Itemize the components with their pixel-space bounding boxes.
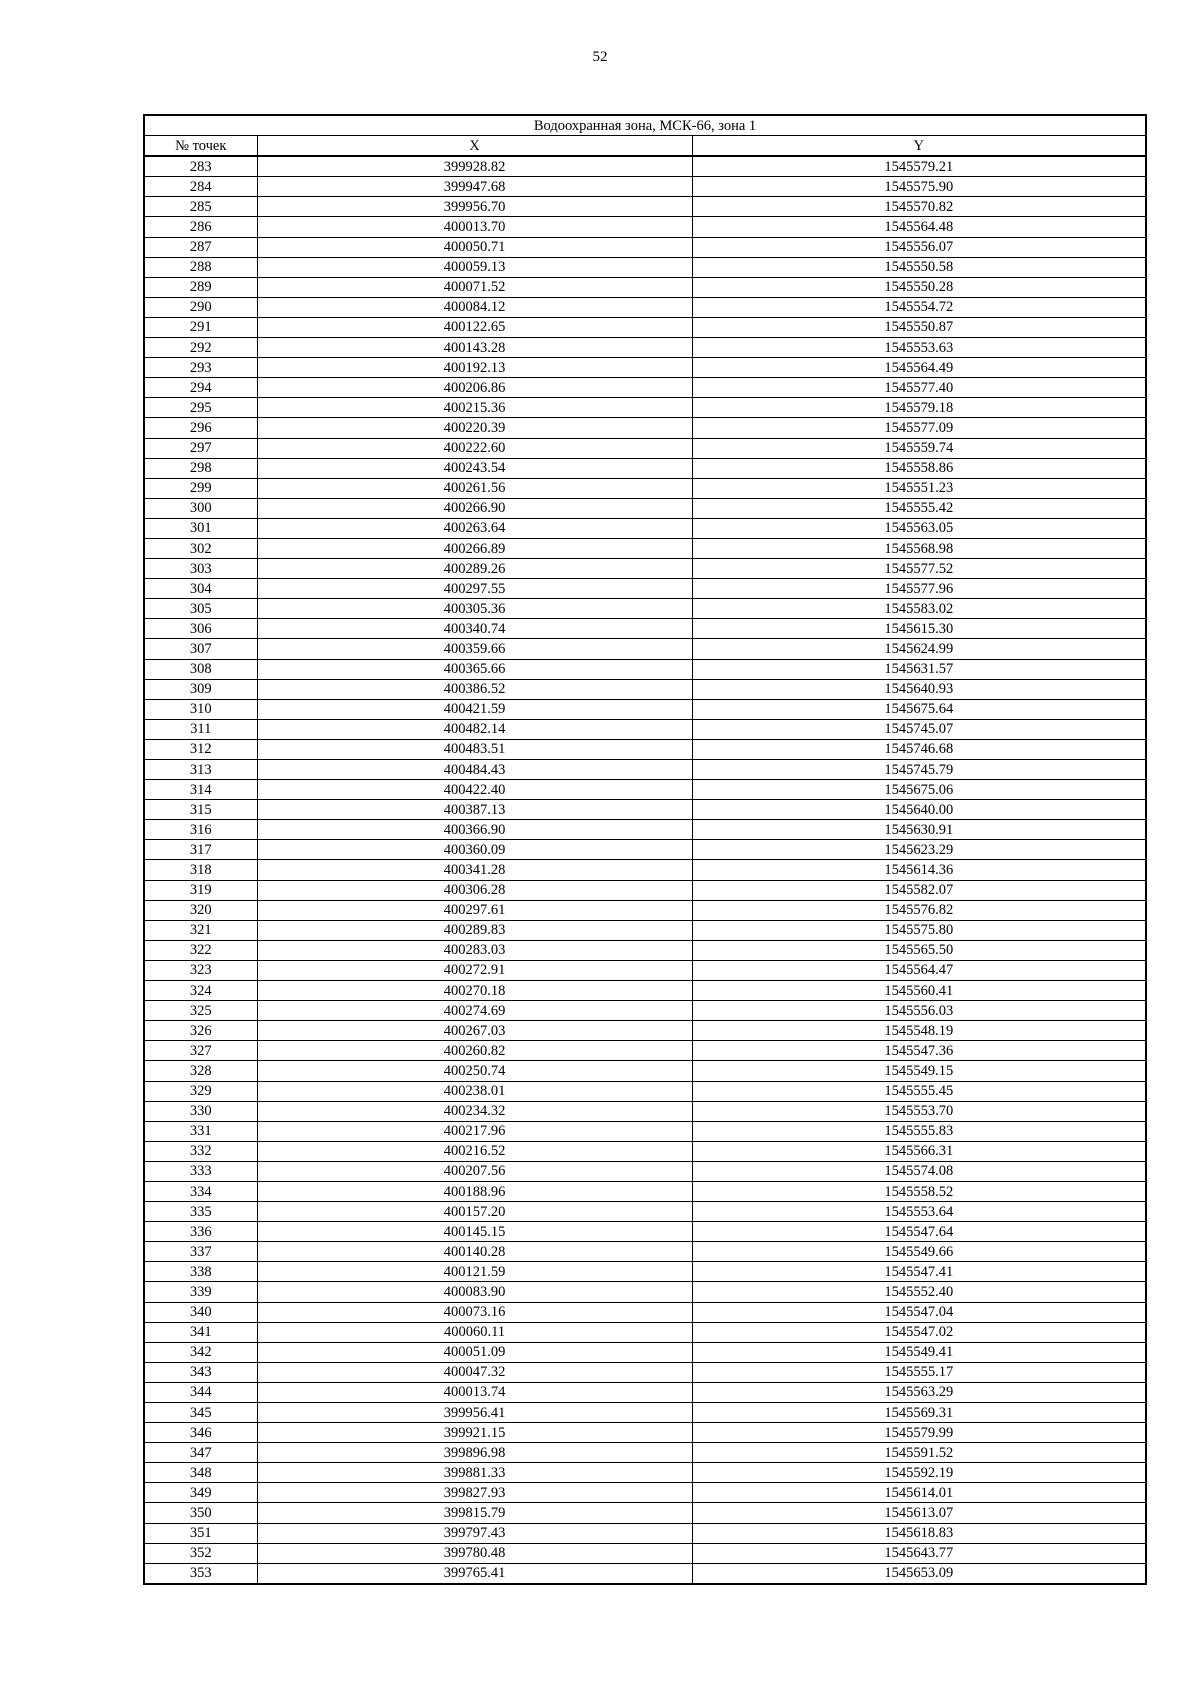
cell-y: 1545675.06: [692, 780, 1146, 800]
cell-y: 1545614.01: [692, 1483, 1146, 1503]
cell-y: 1545745.07: [692, 719, 1146, 739]
cell-point-number: 297: [144, 438, 257, 458]
table-row: [144, 297, 1146, 317]
cell-y: 1545675.64: [692, 699, 1146, 719]
cell-x: 400084.12: [257, 297, 692, 317]
cell-x: 400217.96: [257, 1121, 692, 1141]
table-row: [144, 277, 1146, 297]
cell-point-number: 319: [144, 880, 257, 900]
cell-y: 1545568.98: [692, 538, 1146, 558]
cell-point-number: 338: [144, 1262, 257, 1282]
cell-point-number: 306: [144, 619, 257, 639]
table-row: [144, 599, 1146, 619]
cell-point-number: 333: [144, 1161, 257, 1181]
cell-x: 400207.56: [257, 1161, 692, 1181]
table-row: [144, 1523, 1146, 1543]
table-row: [144, 840, 1146, 860]
cell-point-number: 300: [144, 498, 257, 518]
cell-y: 1545591.52: [692, 1443, 1146, 1463]
cell-x: 400216.52: [257, 1141, 692, 1161]
table-row: [144, 760, 1146, 780]
cell-x: 400047.32: [257, 1362, 692, 1382]
cell-y: 1545583.02: [692, 599, 1146, 619]
cell-x: 400073.16: [257, 1302, 692, 1322]
table-row: [144, 538, 1146, 558]
cell-point-number: 318: [144, 860, 257, 880]
cell-y: 1545582.07: [692, 880, 1146, 900]
table-row: [144, 559, 1146, 579]
cell-point-number: 341: [144, 1322, 257, 1342]
table-row: [144, 940, 1146, 960]
table-row: [144, 659, 1146, 679]
cell-y: 1545577.09: [692, 418, 1146, 438]
cell-point-number: 305: [144, 599, 257, 619]
cell-point-number: 311: [144, 719, 257, 739]
cell-x: 400157.20: [257, 1202, 692, 1222]
table-row: [144, 1101, 1146, 1121]
table-row: [144, 498, 1146, 518]
table-row: [144, 1382, 1146, 1402]
cell-point-number: 330: [144, 1101, 257, 1121]
cell-point-number: 325: [144, 1001, 257, 1021]
cell-y: 1545575.80: [692, 920, 1146, 940]
cell-x: 400122.65: [257, 317, 692, 337]
table-row: [144, 1463, 1146, 1483]
cell-y: 1545624.99: [692, 639, 1146, 659]
table-row: [144, 1423, 1146, 1443]
cell-point-number: 334: [144, 1181, 257, 1201]
cell-x: 400206.86: [257, 378, 692, 398]
cell-point-number: 292: [144, 338, 257, 358]
table-row: [144, 1483, 1146, 1503]
cell-point-number: 329: [144, 1081, 257, 1101]
cell-x: 400215.36: [257, 398, 692, 418]
cell-point-number: 308: [144, 659, 257, 679]
table-row: [144, 1161, 1146, 1181]
cell-x: 399780.48: [257, 1543, 692, 1563]
table-row: [144, 338, 1146, 358]
cell-point-number: 323: [144, 960, 257, 980]
cell-x: 400484.43: [257, 760, 692, 780]
table-body: [144, 156, 1146, 1584]
cell-y: 1545547.36: [692, 1041, 1146, 1061]
cell-x: 400359.66: [257, 639, 692, 659]
table-row: [144, 398, 1146, 418]
cell-x: 399928.82: [257, 156, 692, 177]
table-row: [144, 1282, 1146, 1302]
cell-y: 1545579.99: [692, 1423, 1146, 1443]
cell-x: 400387.13: [257, 800, 692, 820]
cell-y: 1545640.93: [692, 679, 1146, 699]
table-row: [144, 719, 1146, 739]
table-row: [144, 981, 1146, 1001]
cell-x: 400360.09: [257, 840, 692, 860]
table-row: [144, 699, 1146, 719]
cell-y: 1545577.40: [692, 378, 1146, 398]
table-row: [144, 579, 1146, 599]
cell-point-number: 303: [144, 559, 257, 579]
cell-point-number: 348: [144, 1463, 257, 1483]
cell-y: 1545745.79: [692, 760, 1146, 780]
table-caption: Водоохранная зона, МСК-66, зона 1: [144, 115, 1146, 136]
cell-y: 1545564.47: [692, 960, 1146, 980]
cell-y: 1545653.09: [692, 1563, 1146, 1584]
cell-point-number: 337: [144, 1242, 257, 1262]
cell-x: 400238.01: [257, 1081, 692, 1101]
cell-y: 1545555.42: [692, 498, 1146, 518]
table-row: [144, 1181, 1146, 1201]
cell-x: 400188.96: [257, 1181, 692, 1201]
cell-point-number: 317: [144, 840, 257, 860]
cell-point-number: 344: [144, 1382, 257, 1402]
cell-x: 399956.41: [257, 1403, 692, 1423]
table-row: [144, 217, 1146, 237]
cell-x: 400250.74: [257, 1061, 692, 1081]
cell-y: 1545548.19: [692, 1021, 1146, 1041]
cell-x: 400263.64: [257, 518, 692, 538]
cell-x: 400340.74: [257, 619, 692, 639]
cell-y: 1545565.50: [692, 940, 1146, 960]
cell-y: 1545547.64: [692, 1222, 1146, 1242]
cell-y: 1545553.70: [692, 1101, 1146, 1121]
table-row: [144, 237, 1146, 257]
table-row: [144, 1202, 1146, 1222]
cell-x: 399956.70: [257, 197, 692, 217]
cell-point-number: 349: [144, 1483, 257, 1503]
cell-x: 400365.66: [257, 659, 692, 679]
cell-y: 1545560.41: [692, 981, 1146, 1001]
table-row: [144, 900, 1146, 920]
table-row: [144, 418, 1146, 438]
cell-x: 400306.28: [257, 880, 692, 900]
cell-x: 400121.59: [257, 1262, 692, 1282]
table-row: [144, 880, 1146, 900]
cell-y: 1545574.08: [692, 1161, 1146, 1181]
cell-y: 1545577.96: [692, 579, 1146, 599]
table-row: [144, 679, 1146, 699]
cell-point-number: 309: [144, 679, 257, 699]
cell-y: 1545614.36: [692, 860, 1146, 880]
cell-y: 1545579.18: [692, 398, 1146, 418]
table-row: [144, 1242, 1146, 1262]
cell-x: 400083.90: [257, 1282, 692, 1302]
cell-point-number: 328: [144, 1061, 257, 1081]
cell-x: 400270.18: [257, 981, 692, 1001]
cell-x: 400289.83: [257, 920, 692, 940]
cell-y: 1545549.66: [692, 1242, 1146, 1262]
cell-x: 399896.98: [257, 1443, 692, 1463]
cell-x: 400261.56: [257, 478, 692, 498]
cell-point-number: 293: [144, 358, 257, 378]
cell-x: 400422.40: [257, 780, 692, 800]
table-row: [144, 1503, 1146, 1523]
header-x: X: [257, 136, 692, 157]
cell-y: 1545563.05: [692, 518, 1146, 538]
cell-point-number: 288: [144, 257, 257, 277]
cell-point-number: 335: [144, 1202, 257, 1222]
cell-x: 399827.93: [257, 1483, 692, 1503]
cell-y: 1545564.48: [692, 217, 1146, 237]
cell-x: 400266.90: [257, 498, 692, 518]
cell-y: 1545570.82: [692, 197, 1146, 217]
cell-y: 1545615.30: [692, 619, 1146, 639]
cell-point-number: 351: [144, 1523, 257, 1543]
cell-point-number: 294: [144, 378, 257, 398]
table-row: [144, 800, 1146, 820]
table-row: [144, 1081, 1146, 1101]
cell-y: 1545553.64: [692, 1202, 1146, 1222]
table-row: [144, 1141, 1146, 1161]
cell-x: 400243.54: [257, 458, 692, 478]
table-row: [144, 177, 1146, 197]
cell-point-number: 284: [144, 177, 257, 197]
cell-y: 1545555.83: [692, 1121, 1146, 1141]
header-point-number: № точек: [144, 136, 257, 157]
table-row: [144, 1041, 1146, 1061]
table-row: [144, 1302, 1146, 1322]
cell-y: 1545576.82: [692, 900, 1146, 920]
cell-x: 400060.11: [257, 1322, 692, 1342]
cell-point-number: 347: [144, 1443, 257, 1463]
cell-point-number: 283: [144, 156, 257, 177]
cell-point-number: 310: [144, 699, 257, 719]
cell-y: 1545564.49: [692, 358, 1146, 378]
cell-point-number: 299: [144, 478, 257, 498]
cell-point-number: 345: [144, 1403, 257, 1423]
cell-point-number: 314: [144, 780, 257, 800]
cell-y: 1545547.41: [692, 1262, 1146, 1282]
cell-y: 1545623.29: [692, 840, 1146, 860]
cell-y: 1545547.02: [692, 1322, 1146, 1342]
table-row: [144, 156, 1146, 177]
cell-y: 1545555.45: [692, 1081, 1146, 1101]
header-y: Y: [692, 136, 1146, 157]
table-row: [144, 1021, 1146, 1041]
table-row: [144, 1322, 1146, 1342]
cell-y: 1545550.87: [692, 317, 1146, 337]
cell-point-number: 285: [144, 197, 257, 217]
cell-x: 400234.32: [257, 1101, 692, 1121]
cell-x: 400289.26: [257, 559, 692, 579]
cell-x: 400386.52: [257, 679, 692, 699]
cell-y: 1545631.57: [692, 659, 1146, 679]
cell-y: 1545640.00: [692, 800, 1146, 820]
cell-x: 400305.36: [257, 599, 692, 619]
cell-point-number: 339: [144, 1282, 257, 1302]
cell-y: 1545558.86: [692, 458, 1146, 478]
cell-x: 400140.28: [257, 1242, 692, 1262]
table-row: [144, 358, 1146, 378]
cell-x: 400192.13: [257, 358, 692, 378]
cell-y: 1545559.74: [692, 438, 1146, 458]
cell-point-number: 296: [144, 418, 257, 438]
cell-point-number: 324: [144, 981, 257, 1001]
table-row: [144, 739, 1146, 759]
cell-x: 400274.69: [257, 1001, 692, 1021]
cell-point-number: 298: [144, 458, 257, 478]
cell-y: 1545569.31: [692, 1403, 1146, 1423]
table-row: [144, 960, 1146, 980]
cell-y: 1545556.07: [692, 237, 1146, 257]
cell-point-number: 332: [144, 1141, 257, 1161]
table-row: [144, 438, 1146, 458]
cell-point-number: 290: [144, 297, 257, 317]
cell-y: 1545746.68: [692, 739, 1146, 759]
table-row: [144, 1222, 1146, 1242]
table-row: [144, 639, 1146, 659]
cell-point-number: 289: [144, 277, 257, 297]
cell-x: 400267.03: [257, 1021, 692, 1041]
cell-point-number: 304: [144, 579, 257, 599]
cell-x: 400483.51: [257, 739, 692, 759]
table-row: [144, 920, 1146, 940]
cell-y: 1545558.52: [692, 1181, 1146, 1201]
cell-x: 400297.61: [257, 900, 692, 920]
cell-y: 1545643.77: [692, 1543, 1146, 1563]
cell-y: 1545563.29: [692, 1382, 1146, 1402]
cell-x: 400266.89: [257, 538, 692, 558]
cell-x: 400071.52: [257, 277, 692, 297]
cell-x: 400366.90: [257, 820, 692, 840]
cell-point-number: 342: [144, 1342, 257, 1362]
table-header-row: [144, 136, 1146, 157]
cell-point-number: 315: [144, 800, 257, 820]
cell-point-number: 353: [144, 1563, 257, 1584]
cell-x: 400421.59: [257, 699, 692, 719]
cell-point-number: 302: [144, 538, 257, 558]
table-row: [144, 478, 1146, 498]
cell-x: 399881.33: [257, 1463, 692, 1483]
cell-point-number: 343: [144, 1362, 257, 1382]
table-row: [144, 860, 1146, 880]
cell-x: 400260.82: [257, 1041, 692, 1061]
cell-point-number: 327: [144, 1041, 257, 1061]
cell-y: 1545551.23: [692, 478, 1146, 498]
cell-x: 399797.43: [257, 1523, 692, 1543]
cell-point-number: 316: [144, 820, 257, 840]
cell-y: 1545553.63: [692, 338, 1146, 358]
table-row: [144, 619, 1146, 639]
cell-y: 1545552.40: [692, 1282, 1146, 1302]
table-row: [144, 1403, 1146, 1423]
table-row: [144, 1362, 1146, 1382]
cell-y: 1545549.41: [692, 1342, 1146, 1362]
cell-point-number: 321: [144, 920, 257, 940]
cell-point-number: 295: [144, 398, 257, 418]
cell-point-number: 352: [144, 1543, 257, 1563]
cell-y: 1545554.72: [692, 297, 1146, 317]
cell-point-number: 301: [144, 518, 257, 538]
cell-x: 400051.09: [257, 1342, 692, 1362]
cell-y: 1545566.31: [692, 1141, 1146, 1161]
cell-x: 400143.28: [257, 338, 692, 358]
cell-y: 1545550.58: [692, 257, 1146, 277]
table-row: [144, 1342, 1146, 1362]
table-row: [144, 257, 1146, 277]
table-row: [144, 197, 1146, 217]
table-row: [144, 1121, 1146, 1141]
cell-point-number: 331: [144, 1121, 257, 1141]
cell-point-number: 350: [144, 1503, 257, 1523]
cell-x: 400297.55: [257, 579, 692, 599]
cell-point-number: 346: [144, 1423, 257, 1443]
cell-x: 400013.74: [257, 1382, 692, 1402]
table-row: [144, 780, 1146, 800]
cell-y: 1545630.91: [692, 820, 1146, 840]
coordinates-table: [143, 114, 1147, 1585]
cell-x: 400050.71: [257, 237, 692, 257]
cell-x: 400145.15: [257, 1222, 692, 1242]
table-row: [144, 458, 1146, 478]
cell-y: 1545577.52: [692, 559, 1146, 579]
cell-point-number: 322: [144, 940, 257, 960]
table-row: [144, 1543, 1146, 1563]
cell-y: 1545613.07: [692, 1503, 1146, 1523]
cell-y: 1545618.83: [692, 1523, 1146, 1543]
table-row: [144, 378, 1146, 398]
table-row: [144, 1262, 1146, 1282]
cell-x: 400341.28: [257, 860, 692, 880]
cell-x: 399921.15: [257, 1423, 692, 1443]
cell-y: 1545592.19: [692, 1463, 1146, 1483]
cell-point-number: 291: [144, 317, 257, 337]
table-row: [144, 820, 1146, 840]
cell-x: 400283.03: [257, 940, 692, 960]
cell-x: 400059.13: [257, 257, 692, 277]
cell-point-number: 307: [144, 639, 257, 659]
cell-x: 399947.68: [257, 177, 692, 197]
table-row: [144, 317, 1146, 337]
cell-y: 1545575.90: [692, 177, 1146, 197]
cell-point-number: 326: [144, 1021, 257, 1041]
cell-point-number: 286: [144, 217, 257, 237]
table-row: [144, 1443, 1146, 1463]
cell-point-number: 340: [144, 1302, 257, 1322]
cell-x: 400220.39: [257, 418, 692, 438]
cell-y: 1545555.17: [692, 1362, 1146, 1382]
page-number: 52: [592, 49, 608, 65]
cell-y: 1545549.15: [692, 1061, 1146, 1081]
cell-point-number: 336: [144, 1222, 257, 1242]
table-row: [144, 1061, 1146, 1081]
cell-point-number: 312: [144, 739, 257, 759]
table-row: [144, 1001, 1146, 1021]
cell-point-number: 287: [144, 237, 257, 257]
cell-x: 400013.70: [257, 217, 692, 237]
cell-x: 399765.41: [257, 1563, 692, 1584]
cell-x: 400482.14: [257, 719, 692, 739]
cell-y: 1545547.04: [692, 1302, 1146, 1322]
cell-x: 399815.79: [257, 1503, 692, 1523]
table-row: [144, 518, 1146, 538]
cell-x: 400222.60: [257, 438, 692, 458]
cell-x: 400272.91: [257, 960, 692, 980]
cell-y: 1545579.21: [692, 156, 1146, 177]
table-caption-row: [144, 115, 1146, 136]
table-row: [144, 1563, 1146, 1584]
cell-y: 1545550.28: [692, 277, 1146, 297]
cell-y: 1545556.03: [692, 1001, 1146, 1021]
cell-point-number: 320: [144, 900, 257, 920]
cell-point-number: 313: [144, 760, 257, 780]
